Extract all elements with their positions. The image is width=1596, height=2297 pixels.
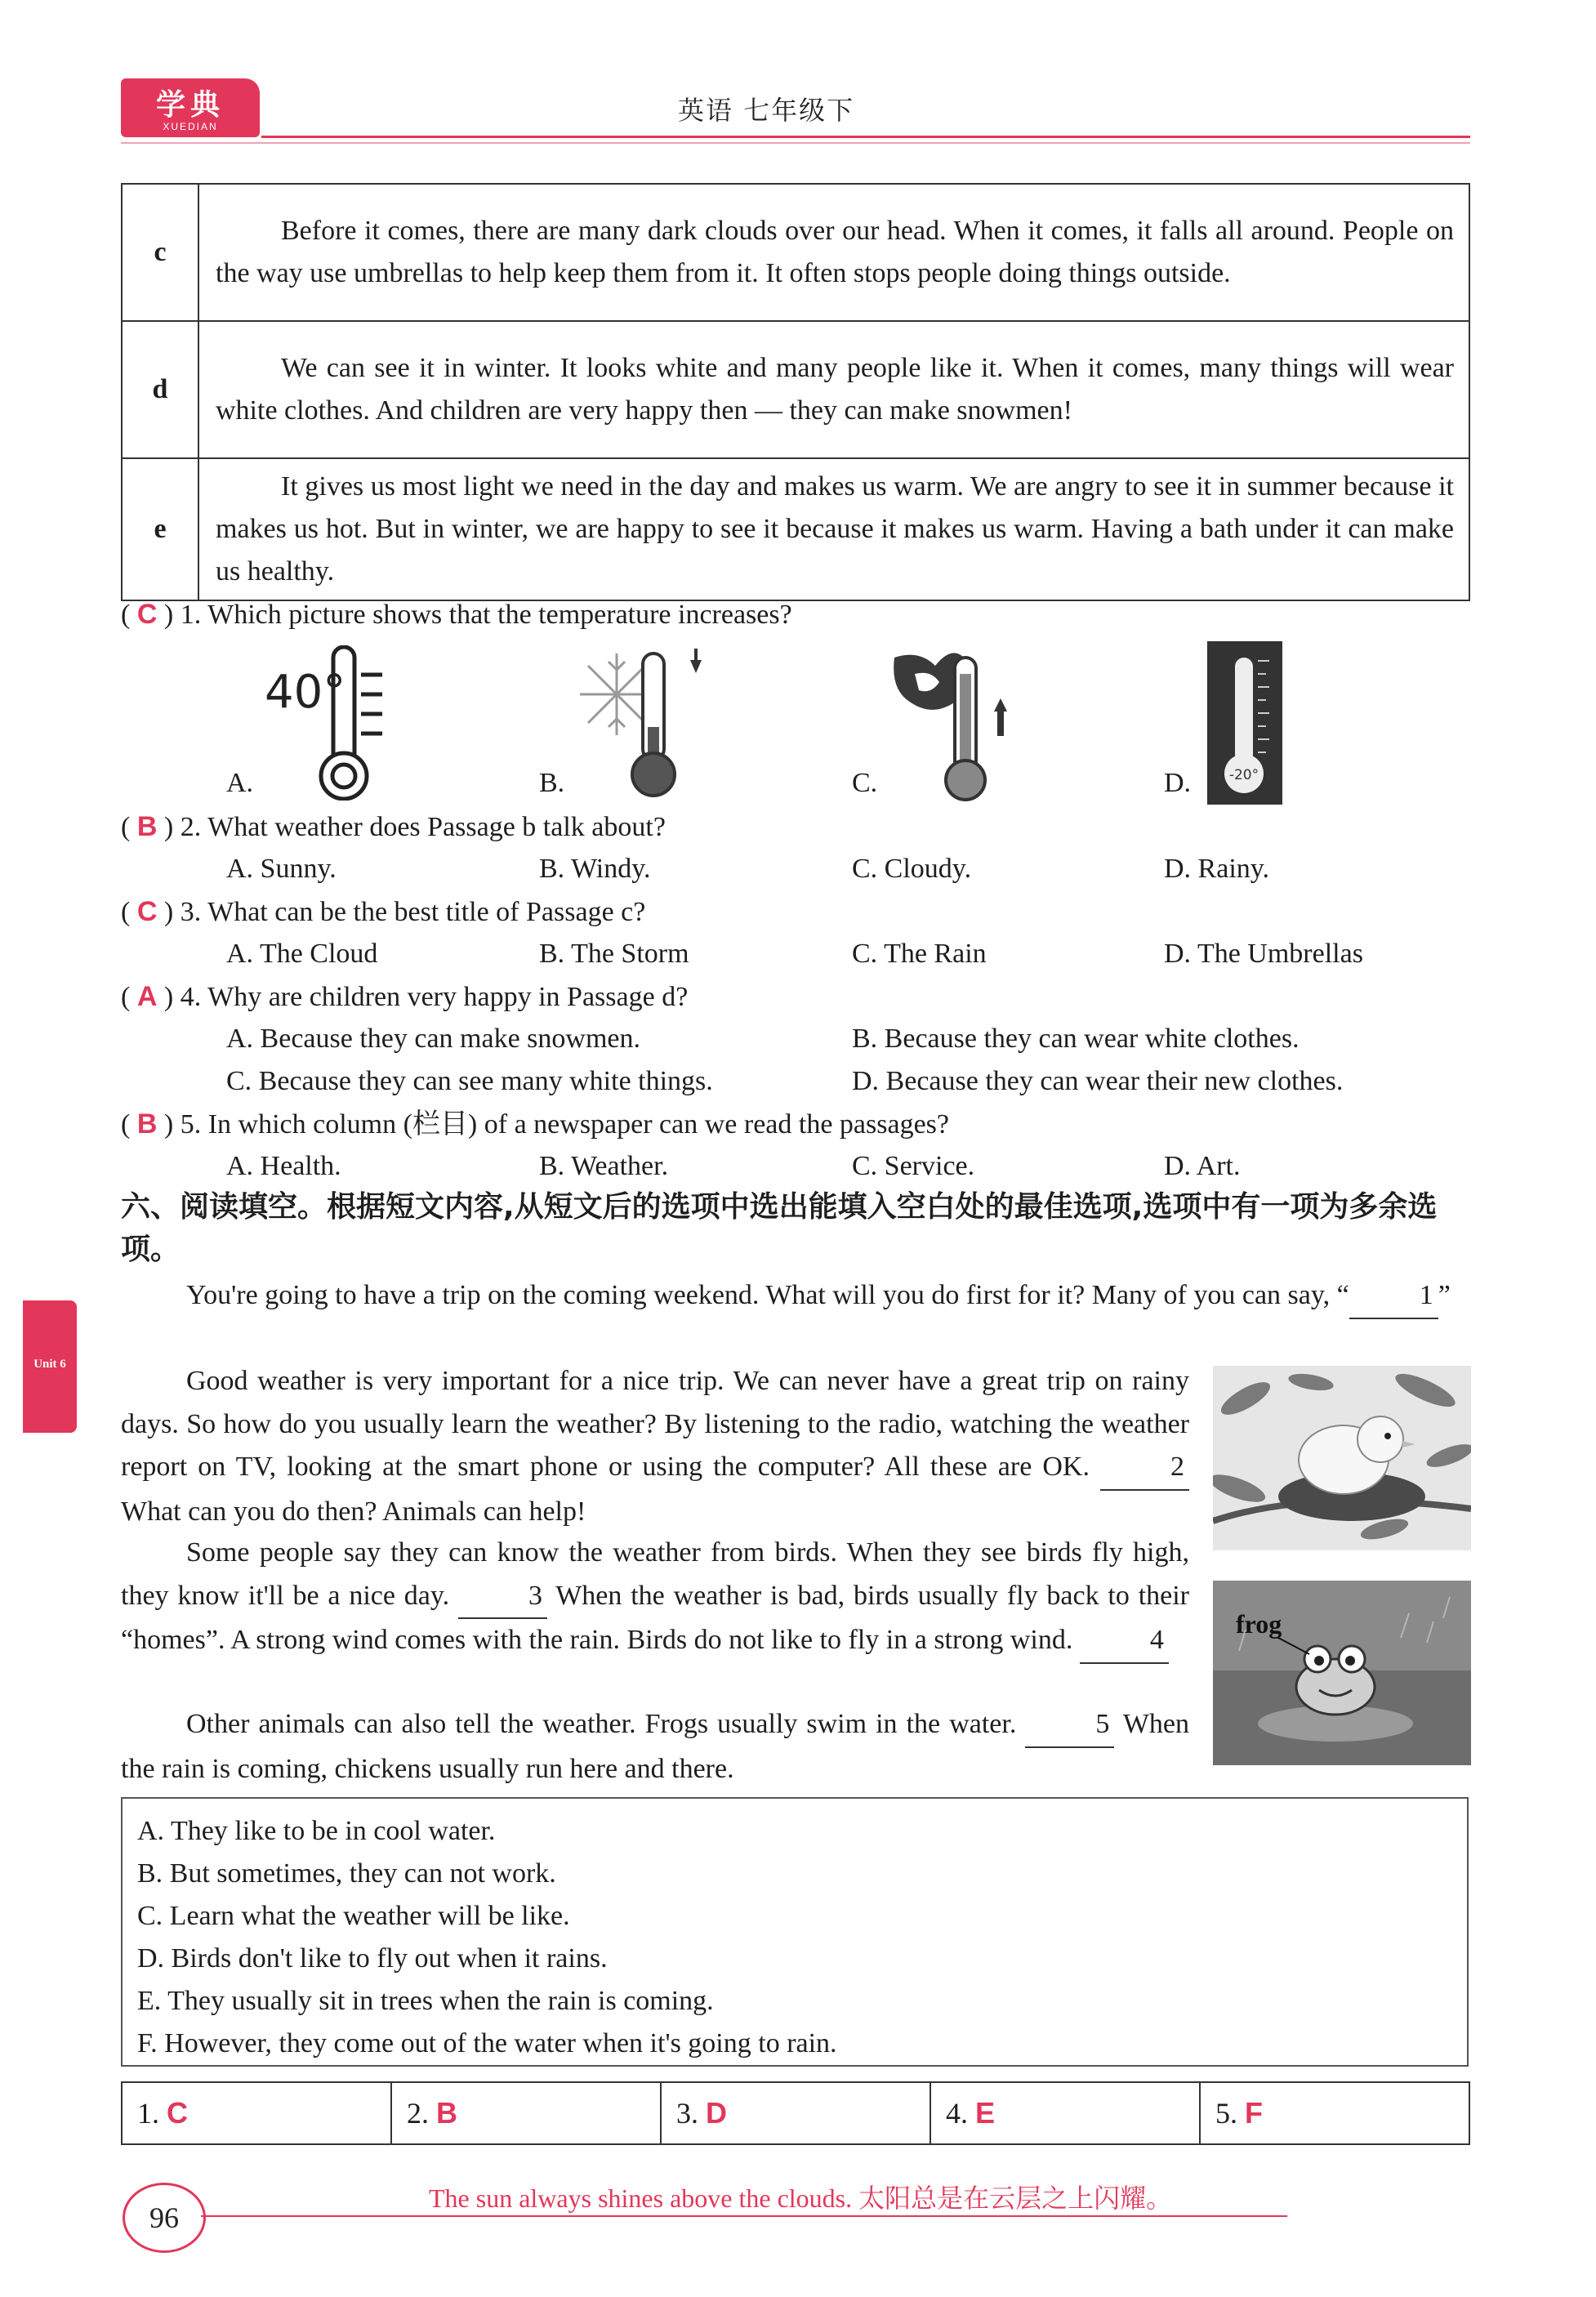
passage-row xyxy=(122,321,1469,458)
blank-4[interactable]: 4 xyxy=(1080,1619,1169,1664)
answer-mark: B xyxy=(136,1108,158,1140)
thermometer-b-icon xyxy=(576,645,707,801)
thermometer-d-label: -20° xyxy=(1228,767,1259,783)
brand-logo xyxy=(121,78,260,137)
option: C. Because they can see many white things. xyxy=(226,1066,713,1096)
question-text: 4. Why are children very happy in Passage d? xyxy=(180,982,689,1012)
unit-side-tab[interactable] xyxy=(23,1300,77,1433)
bird-nest-picture xyxy=(1213,1366,1471,1550)
passage-text: It gives us most light we need in the day and makes us warm. We are angry to see it in summer because it makes us hot. But in winter, we are happy to see it because it makes us warm. Having a bath under it can make us healthy. xyxy=(198,458,1469,600)
paragraph-text: When the weather is bad, birds usually fly back to their “homes”. A strong wind comes with the rain. Birds do not like to fly in a strong wind. xyxy=(121,1580,1189,1655)
paragraph-text: When the rain is coming, chickens usually run here and there. xyxy=(121,1709,1189,1784)
answer-letter: D xyxy=(706,2096,727,2130)
answer-cell-1 xyxy=(122,2082,391,2144)
option: B. Because they can wear white clothes. xyxy=(852,1024,1300,1054)
answer-letter: F xyxy=(1245,2096,1263,2130)
question-2: ( B ) 2. What weather does Passage b talk about? xyxy=(121,811,666,842)
passage-row xyxy=(122,184,1469,321)
option-b: B. But sometimes, they can not work. xyxy=(137,1858,556,1889)
answer-cell-5 xyxy=(1200,2082,1469,2144)
thermometer-a-icon xyxy=(261,645,392,801)
picture-option-c: C. xyxy=(852,768,878,798)
answer-letter: B xyxy=(436,2096,457,2130)
answer-letter: C xyxy=(167,2096,188,2130)
paragraph-text: Other animals can also tell the weather. Frogs usually swim in the water. xyxy=(186,1709,1017,1739)
option: B. Windy. xyxy=(539,854,651,884)
option: A. Because they can make snowmen. xyxy=(226,1024,640,1054)
paragraph-text: ” xyxy=(1438,1280,1451,1310)
passage-table xyxy=(121,183,1470,601)
option: D. Rainy. xyxy=(1164,854,1270,884)
answer-num: 2. xyxy=(407,2097,429,2130)
answer-mark: C xyxy=(136,896,158,927)
thermometer-d-icon xyxy=(1207,641,1282,805)
answer-mark: B xyxy=(136,811,158,842)
footer-rule xyxy=(201,2215,1287,2217)
option: D. Art. xyxy=(1164,1151,1241,1181)
answer-row xyxy=(122,2082,1469,2144)
header-rule-thin xyxy=(121,142,1470,144)
answer-mark: A xyxy=(136,981,158,1012)
cloze-paragraph-1 xyxy=(121,1274,1470,1319)
cloze-paragraph-4 xyxy=(121,1703,1189,1791)
section-6-heading: 六、阅读填空。根据短文内容,从短文后的选项中选出能填入空白处的最佳选项,选项中有一项为多余选项。 xyxy=(121,1190,1438,1266)
cloze-paragraph-2 xyxy=(121,1360,1189,1533)
option: B. Weather. xyxy=(539,1151,669,1181)
motto-en: The sun always shines above the clouds. xyxy=(429,2183,853,2213)
option: B. The Storm xyxy=(539,939,689,969)
answer-table xyxy=(121,2081,1470,2145)
cloze-paragraph-3 xyxy=(121,1532,1189,1664)
passage-label: e xyxy=(122,458,198,600)
option: C. The Rain xyxy=(852,939,987,969)
options-box xyxy=(121,1797,1469,2067)
picture-option-b: B. xyxy=(539,768,565,798)
question-1: ( C ) 1. Which picture shows that the temperature increases? xyxy=(121,599,792,630)
subject-title: 英语 七年级下 xyxy=(678,95,855,126)
option: C. Service. xyxy=(852,1151,975,1181)
option-e: E. They usually sit in trees when the rain is coming. xyxy=(137,1986,714,2016)
brand-en: XUEDIAN xyxy=(163,121,218,132)
question-3: ( C ) 3. What can be the best title of Passage c? xyxy=(121,896,646,927)
footer-motto xyxy=(429,2178,1172,2215)
passage-text: We can see it in winter. It looks white and many people like it. When it comes, many things will wear white clothes. And children are very happy then — they can make snowmen! xyxy=(198,321,1469,458)
picture-option-d: D. xyxy=(1164,768,1192,798)
paragraph-text: What can you do then? Animals can help! xyxy=(121,1496,586,1527)
frog-picture xyxy=(1213,1581,1471,1765)
page-number: 96 xyxy=(123,2183,206,2253)
blank-3[interactable]: 3 xyxy=(458,1575,547,1620)
paragraph-text: Some people say they can know the weather from birds. When they see birds fly high, they know it'll be a nice day. xyxy=(121,1537,1189,1611)
question-text: 5. In which column (栏目) of a newspaper can we read the passages? xyxy=(180,1109,949,1140)
question-text: 2. What weather does Passage b talk about? xyxy=(180,812,666,842)
answer-num: 5. xyxy=(1215,2097,1237,2130)
option: A. Sunny. xyxy=(226,854,337,884)
question-5: ( B ) 5. In which column (栏目) of a newspaper can we read the passages? xyxy=(121,1108,949,1140)
blank-5[interactable]: 5 xyxy=(1025,1703,1114,1748)
option: D. The Umbrellas xyxy=(1164,939,1363,969)
answer-cell-2 xyxy=(391,2082,661,2144)
option-c: C. Learn what the weather will be like. xyxy=(137,1901,570,1931)
answer-cell-4 xyxy=(930,2082,1200,2144)
question-text: 1. Which picture shows that the temperature increases? xyxy=(180,600,792,630)
frog-label: frog xyxy=(1236,1609,1282,1639)
answer-cell-3 xyxy=(661,2082,930,2144)
motto-cn: 太阳总是在云层之上闪耀。 xyxy=(858,2183,1173,2214)
option: A. Health. xyxy=(226,1151,341,1181)
thermometer-a-label: 40° xyxy=(265,666,346,719)
passage-text: Before it comes, there are many dark clouds over our head. When it comes, it falls all around. People on the way use umbrellas to help keep them from it. It often stops people doing things outside. xyxy=(198,184,1469,321)
answer-num: 1. xyxy=(137,2097,159,2130)
passage-row xyxy=(122,458,1469,600)
option: C. Cloudy. xyxy=(852,854,972,884)
option: D. Because they can wear their new clothes. xyxy=(852,1066,1344,1096)
header-rule xyxy=(261,136,1470,138)
question-text: 3. What can be the best title of Passage c? xyxy=(180,897,646,927)
question-4: ( A ) 4. Why are children very happy in Passage d? xyxy=(121,981,689,1012)
brand-cn: 学典 xyxy=(155,88,225,122)
thermometer-c-icon xyxy=(886,641,1017,805)
paragraph-text: You're going to have a trip on the coming weekend. What will you do first for it? Many of you can say, “ xyxy=(186,1280,1349,1310)
option-f: F. However, they come out of the water when it's going to rain. xyxy=(137,2028,837,2058)
passage-label: c xyxy=(122,184,198,321)
answer-num: 3. xyxy=(676,2097,698,2130)
paragraph-text: Good weather is very important for a nice trip. We can never have a great trip on rainy days. So how do you usually learn the weather? By listening to the radio, watching the weather report on TV, looking at the smart phone or using the computer? All these are OK. xyxy=(121,1366,1189,1482)
option-d: D. Birds don't like to fly out when it rains. xyxy=(137,1943,608,1974)
answer-mark: C xyxy=(136,599,158,630)
option: A. The Cloud xyxy=(226,939,378,969)
blank-2[interactable]: 2 xyxy=(1100,1446,1189,1491)
picture-option-a: A. xyxy=(226,768,254,798)
answer-num: 4. xyxy=(946,2097,968,2130)
passage-label: d xyxy=(122,321,198,458)
blank-1[interactable]: 1 xyxy=(1349,1274,1438,1319)
unit-tab-label: Unit 6 xyxy=(33,1358,66,1371)
answer-letter: E xyxy=(975,2096,996,2130)
option-a: A. They like to be in cool water. xyxy=(137,1816,496,1846)
